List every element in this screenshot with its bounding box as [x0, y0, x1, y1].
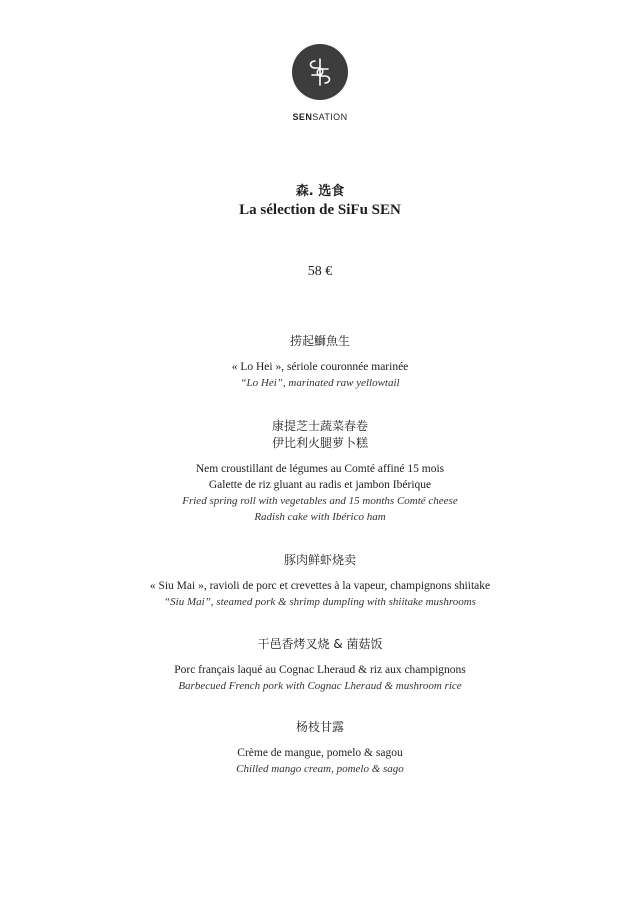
logo — [0, 44, 640, 122]
course-fr-description: Nem croustillant de légumes au Comté affiné 15 mois — [195, 463, 445, 475]
course-en-description: Fried spring roll with vegetables and 15 months Comté cheese — [182, 495, 458, 507]
sensation-logo-icon — [292, 44, 348, 100]
course-1 — [0, 333, 640, 391]
course-cn-name: 捞起鰤魚生 — [289, 334, 350, 348]
brand-name: SENSATION — [292, 112, 348, 122]
course-en-description: Radish cake with Ibérico ham — [254, 511, 386, 523]
menu-price: 58 € — [307, 264, 333, 279]
course-fr-description: Crème de mangue, pomelo & sagou — [237, 747, 403, 759]
course-cn-name: 康提芝士蔬菜春卷 — [271, 419, 368, 433]
course-5 — [0, 719, 640, 777]
course-en-description: “Siu Mai”, steamed pork & shrimp dumpling with shiitake mushrooms — [164, 596, 476, 608]
course-4 — [0, 636, 640, 694]
menu-title-chinese: 森. 选食 — [295, 184, 345, 199]
course-cn-name: 杨枝甘露 — [295, 720, 344, 734]
course-en-description: Barbecued French pork with Cognac Lheraud & mushroom rice — [178, 680, 462, 692]
course-fr-description: Porc français laqué au Cognac Lheraud & riz aux champignons — [174, 664, 466, 676]
course-fr-description: « Lo Hei », sériole couronnée marinée — [231, 361, 409, 373]
course-fr-description: « Siu Mai », ravioli de porc et crevettes à la vapeur, champignons shiitake — [149, 580, 491, 592]
course-fr-description: Galette de riz gluant au radis et jambon Ibérique — [208, 479, 432, 491]
menu-title-french: La sélection de SiFu SEN — [239, 202, 401, 218]
course-cn-name: 伊比利火腿萝卜糕 — [271, 436, 368, 450]
course-en-description: Chilled mango cream, pomelo & sago — [236, 763, 404, 775]
course-3 — [0, 552, 640, 610]
course-en-description: “Lo Hei”, marinated raw yellowtail — [240, 377, 400, 389]
course-2 — [0, 418, 640, 525]
course-cn-name: 干邑香烤叉烧 & 菌菇饭 — [257, 637, 383, 651]
course-cn-name: 豚肉鲜虾烧卖 — [283, 553, 356, 567]
